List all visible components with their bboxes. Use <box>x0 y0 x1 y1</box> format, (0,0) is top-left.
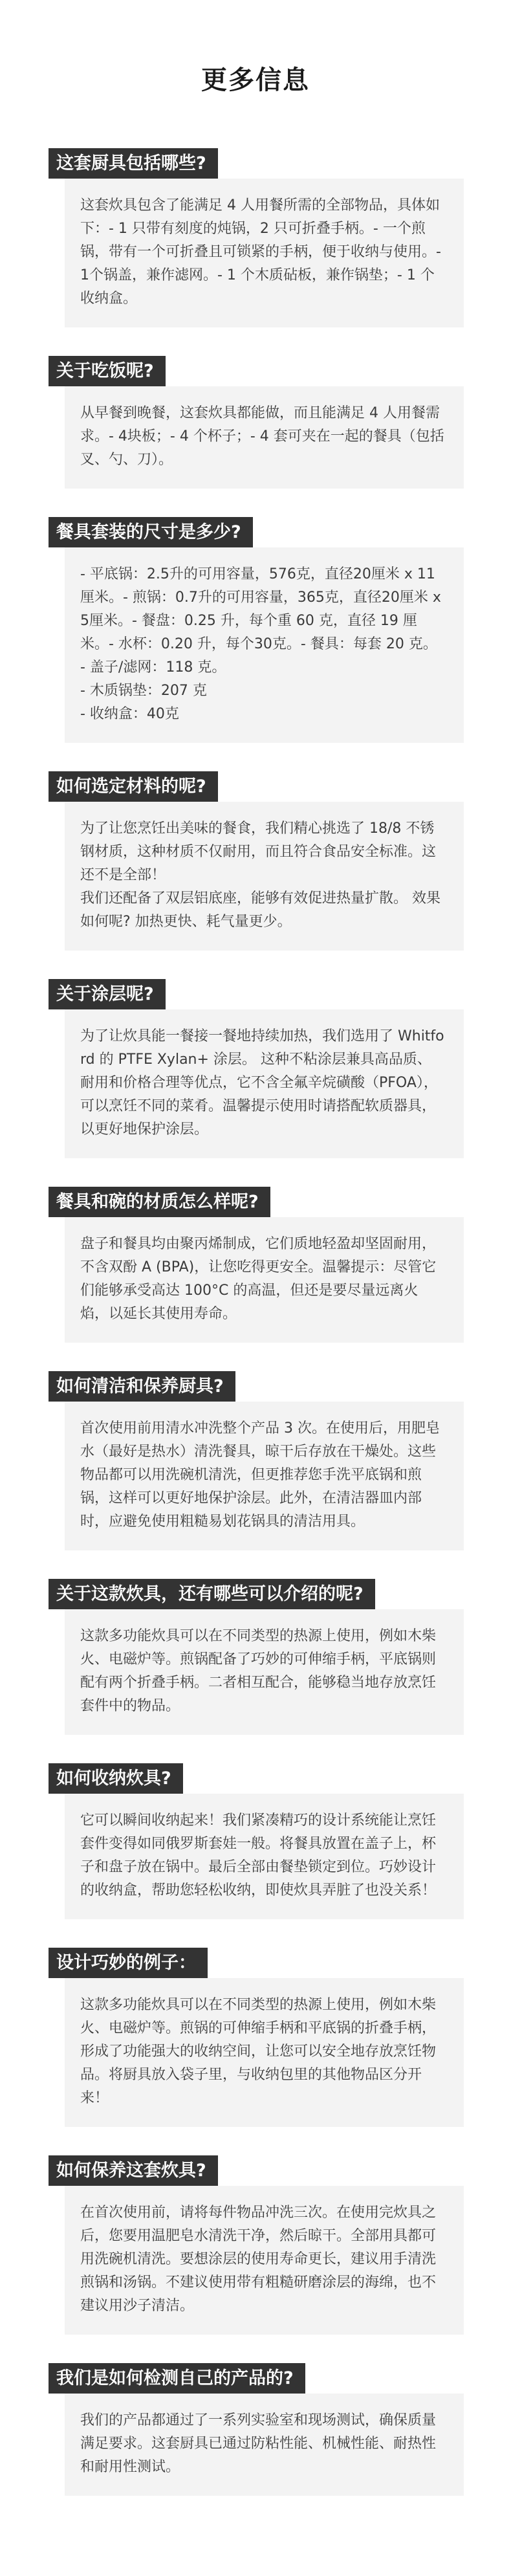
faq-answer: 为了让炊具能一餐接一餐地持续加热，我们选用了 Whitford 的 PTFE Xylan+ 涂层。 这种不粘涂层兼具高品质、耐用和价格合理等优点，它不含全氟辛烷磺酸（PFOA）， 可以烹饪不同的菜肴。温馨提示使用时请搭配软质器具，以更好地保护涂层。 <box>65 1009 464 1158</box>
faq-answer: 这款多功能炊具可以在不同类型的热源上使用，例如木柴火、电磁炉等。煎锅配备了巧妙的可伸缩手柄，平底锅则配有两个折叠手柄。二者相互配合，能够稳当地存放烹饪套件中的物品。 <box>65 1609 464 1735</box>
faq-heading: 如何选定材料的呢? <box>49 771 218 802</box>
faq-answer: 这套炊具包含了能满足 4 人用餐所需的全部物品，具体如下：- 1 只带有刻度的炖锅，2 只可折叠手柄。- 一个煎锅，带有一个可折叠且可锁紧的手柄，便于收纳与使用。- 1个锅盖，兼作滤网。- 1 个木质砧板，兼作锅垫；- 1 个收纳盒。 <box>65 179 464 327</box>
faq-answer: 首次使用前用清水冲洗整个产品 3 次。在使用后，用肥皂水（最好是热水）清洗餐具，晾干后存放在干燥处。这些物品都可以用洗碗机清洗，但更推荐您手洗平底锅和煎锅，这样可以更好地保护涂层。此外，在清洁器皿内部时，应避免使用粗糙易划花锅具的清洁用具。 <box>65 1402 464 1550</box>
faq-answer: 我们的产品都通过了一系列实验室和现场测试，确保质量满足要求。这套厨具已通过防粘性能、机械性能、耐热性和耐用性测试。 <box>65 2394 464 2496</box>
faq-answer: 为了让您烹饪出美味的餐食，我们精心挑选了 18/8 不锈钢材质，这种材质不仅耐用，而且符合食品安全标准。这还不是全部！ 我们还配备了双层铝底座，能够有效促进热量扩散。 效果如何呢? 加热更快、耗气量更少。 <box>65 802 464 951</box>
faq-section-dimensions <box>49 517 464 743</box>
faq-heading: 餐具和碗的材质怎么样呢? <box>49 1187 270 1217</box>
faq-heading: 这套厨具包括哪些? <box>49 148 218 179</box>
faq-heading: 关于涂层呢? <box>49 979 166 1009</box>
faq-heading: 设计巧妙的例子： <box>49 1948 208 1978</box>
faq-heading: 关于这款炊具，还有哪些可以介绍的呢? <box>49 1579 375 1609</box>
faq-answer: 从早餐到晚餐，这套炊具都能做，而且能满足 4 人用餐需求。- 4块板；- 4 个杯子；- 4 套可夹在一起的餐具（包括叉、勺、刀）。 <box>65 386 464 489</box>
faq-answer: 它可以瞬间收纳起来！我们紧凑精巧的设计系统能让烹饪套件变得如同俄罗斯套娃一般。将餐具放置在盖子上，杯子和盘子放在锅中。最后全部由餐垫锁定到位。巧妙设计的收纳盒，帮助您轻松收纳，即使炊具弄脏了也没关系！ <box>65 1794 464 1919</box>
faq-answer: 盘子和餐具均由聚丙烯制成，它们质地轻盈却坚固耐用，不含双酚 A (BPA)，让您吃得更安全。温馨提示：尽管它们能够承受高达 100°C 的高温，但还是要尽量远离火焰，以延长其使用寿命。 <box>65 1217 464 1343</box>
faq-section-contents <box>49 148 464 327</box>
faq-section-tableware-material <box>49 1187 464 1343</box>
page-title: 更多信息 <box>201 65 310 95</box>
faq-heading: 我们是如何检测自己的产品的? <box>49 2363 305 2394</box>
faq-heading: 如何收纳炊具? <box>49 1763 183 1794</box>
faq-section-dining <box>49 356 464 489</box>
faq-answer: 这款多功能炊具可以在不同类型的热源上使用，例如木柴火、电磁炉等。煎锅的可伸缩手柄和平底锅的折叠手柄，形成了功能强大的收纳空间，让您可以安全地存放烹饪物品。将厨具放入袋子里，与收纳包里的其他物品区分开来！ <box>65 1978 464 2127</box>
faq-section-smart-design <box>49 1948 464 2127</box>
faq-section-testing <box>49 2363 464 2496</box>
faq-section-materials <box>49 771 464 951</box>
faq-answer: 在首次使用前，请将每件物品冲洗三次。在使用完炊具之后，您要用温肥皂水清洗干净，然后晾干。全部用具都可用洗碗机清洗。要想涂层的使用寿命更长，建议用手清洗煎锅和汤锅。不建议使用带有粗糙研磨涂层的海绵，也不建议用沙子清洁。 <box>65 2186 464 2335</box>
faq-section-more-info <box>49 1579 464 1735</box>
faq-heading: 如何清洁和保养厨具? <box>49 1371 235 1402</box>
faq-section-maintenance <box>49 2155 464 2335</box>
faq-heading: 关于吃饭呢? <box>49 356 166 386</box>
faq-heading: 如何保养这套炊具? <box>49 2155 218 2186</box>
faq-section-coating <box>49 979 464 1158</box>
faq-answer: - 平底锅：2.5升的可用容量，576克，直径20厘米 x 11厘米。- 煎锅：0.7升的可用容量，365克，直径20厘米 x 5厘米。- 餐盘：0.25 升，每个重 60 克，直径 19 厘米。- 水杯：0.20 升，每个30克。- 餐具：每套 20 克。 - 盖子/滤网：118 克。 - 木质锅垫：207 克 - 收纳盒：40克 <box>65 547 464 743</box>
faq-section-storage <box>49 1763 464 1919</box>
faq-section-cleaning <box>49 1371 464 1550</box>
faq-heading: 餐具套装的尺寸是多少? <box>49 517 253 547</box>
faq-section-list <box>0 148 511 2496</box>
